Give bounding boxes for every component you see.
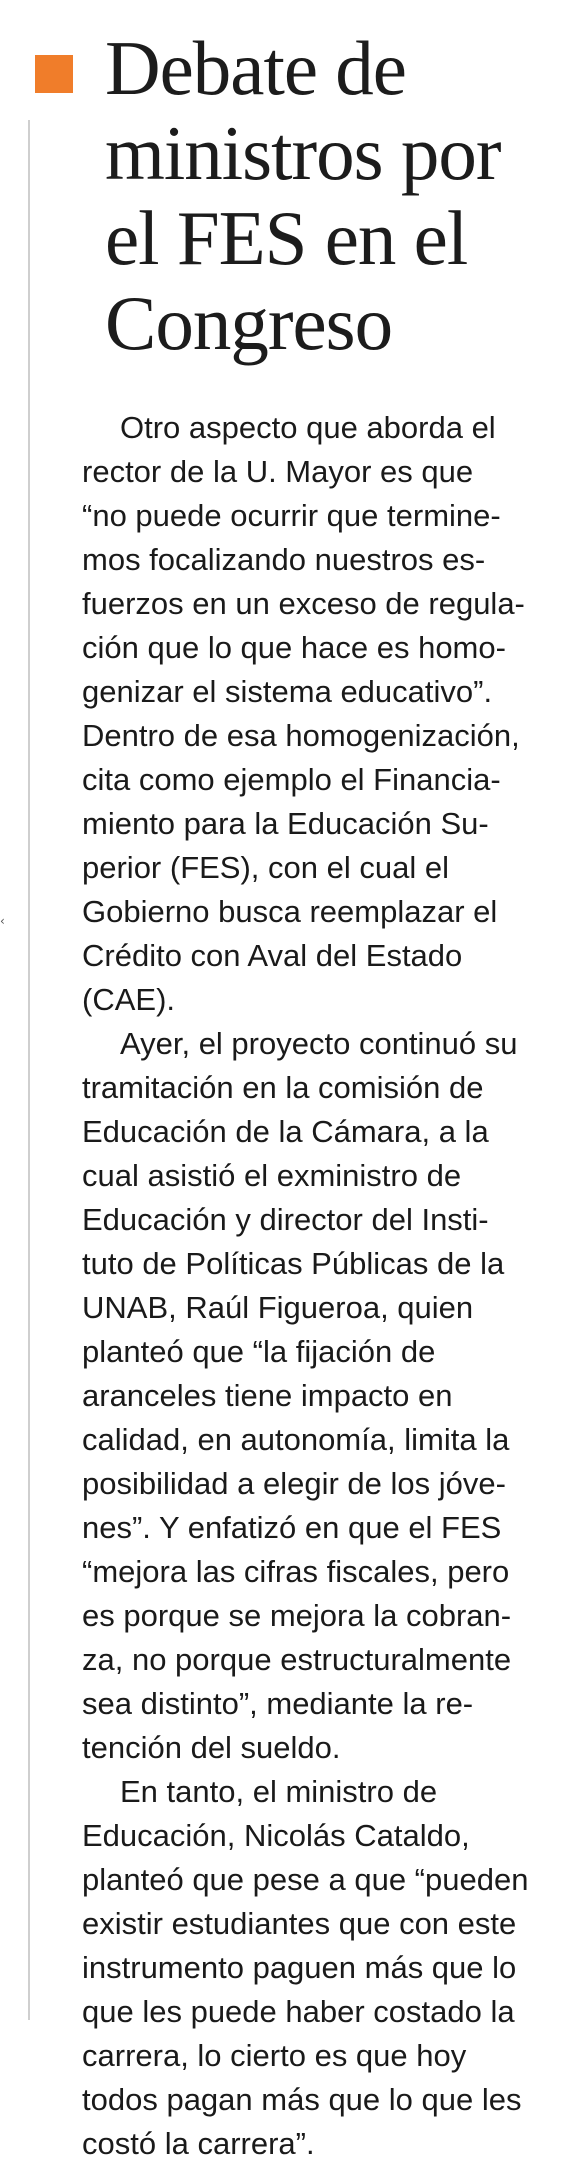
text-line: UNAB, Raúl Figueroa, quien bbox=[82, 1290, 474, 1325]
text-line: planteó que pese a que “pueden bbox=[82, 1862, 529, 1897]
text-line: calidad, en autonomía, limita la bbox=[82, 1422, 510, 1457]
orange-square-icon bbox=[35, 55, 73, 93]
text-line: costó la carrera”. bbox=[82, 2126, 315, 2161]
text-line: genizar el sistema educativo”. bbox=[82, 674, 493, 709]
text-line: mos focalizando nuestros es- bbox=[82, 542, 486, 577]
headline bbox=[105, 26, 565, 366]
text-line: cita como ejemplo el Financia- bbox=[82, 762, 501, 797]
text-line: planteó que “la fijación de bbox=[82, 1334, 436, 1369]
text-line: posibilidad a elegir de los jóve- bbox=[82, 1466, 506, 1501]
text-line: todos pagan más que lo que les bbox=[82, 2082, 522, 2117]
article-body bbox=[82, 406, 552, 2166]
text-line: aranceles tiene impacto en bbox=[82, 1378, 453, 1413]
text-line: que les puede haber costado la bbox=[82, 1994, 515, 2029]
text-line: rector de la U. Mayor es que bbox=[82, 454, 474, 489]
text-line: sea distinto”, mediante la re- bbox=[82, 1686, 474, 1721]
headline-line: Debate de bbox=[105, 25, 406, 111]
text-line: En tanto, el ministro de bbox=[120, 1774, 438, 1809]
text-line: fuerzos en un exceso de regula- bbox=[82, 586, 525, 621]
text-line: Dentro de esa homogenización, bbox=[82, 718, 520, 753]
text-line: Educación de la Cámara, a la bbox=[82, 1114, 489, 1149]
text-line: instrumento paguen más que lo bbox=[82, 1950, 517, 1985]
text-line: tuto de Políticas Públicas de la bbox=[82, 1246, 505, 1281]
text-line: Educación y director del Insti- bbox=[82, 1202, 489, 1237]
text-line: “mejora las cifras fiscales, pero bbox=[82, 1554, 510, 1589]
text-line: Educación, Nicolás Cataldo, bbox=[82, 1818, 470, 1853]
text-line: Otro aspecto que aborda el bbox=[120, 410, 496, 445]
text-line: nes”. Y enfatizó en que el FES bbox=[82, 1510, 502, 1545]
text-line: existir estudiantes que con este bbox=[82, 1906, 517, 1941]
column-rule bbox=[28, 120, 30, 2020]
text-line: (CAE). bbox=[82, 982, 175, 1017]
text-line: es porque se mejora la cobran- bbox=[82, 1598, 512, 1633]
text-line: Gobierno busca reemplazar el bbox=[82, 894, 498, 929]
text-line: miento para la Educación Su- bbox=[82, 806, 489, 841]
text-line: carrera, lo cierto es que hoy bbox=[82, 2038, 467, 2073]
paragraph-2 bbox=[82, 1022, 552, 1770]
paragraph-3 bbox=[82, 1770, 552, 2166]
headline-line: ministros por bbox=[105, 110, 501, 196]
text-line: Crédito con Aval del Estado bbox=[82, 938, 463, 973]
text-line: tramitación en la comisión de bbox=[82, 1070, 484, 1105]
text-line: perior (FES), con el cual el bbox=[82, 850, 449, 885]
headline-line: Congreso bbox=[105, 280, 393, 366]
headline-line: el FES en el bbox=[105, 195, 468, 281]
text-line: “no puede ocurrir que termine- bbox=[82, 498, 501, 533]
paragraph-1 bbox=[82, 406, 552, 1022]
text-line: za, no porque estructuralmente bbox=[82, 1642, 512, 1677]
edge-mark: ‹ bbox=[0, 914, 5, 928]
text-line: tención del sueldo. bbox=[82, 1730, 341, 1765]
text-line: Ayer, el proyecto continuó su bbox=[120, 1026, 518, 1061]
text-line: ción que lo que hace es homo- bbox=[82, 630, 506, 665]
text-line: cual asistió el exministro de bbox=[82, 1158, 462, 1193]
